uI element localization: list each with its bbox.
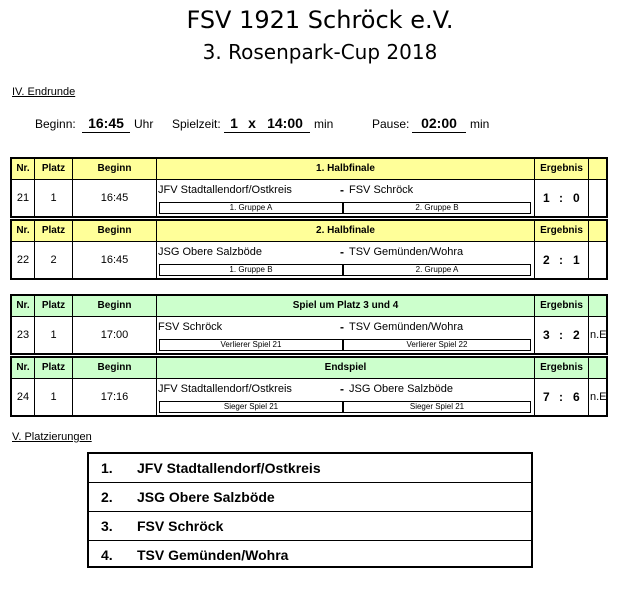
beginn-value: 16:45	[82, 115, 130, 133]
column-header-nr: Nr.	[12, 221, 35, 241]
placement-row	[89, 454, 531, 483]
team-a: FSV Schröck	[158, 321, 223, 333]
match-row	[12, 242, 606, 278]
match-block	[10, 157, 608, 218]
match-row	[12, 180, 606, 216]
column-header-nr: Nr.	[12, 159, 35, 179]
page-title: FSV 1921 Schröck e.V.	[186, 6, 454, 34]
match-title: 2. Halbfinale	[157, 221, 535, 241]
placement-team: JSG Obere Salzböde	[137, 489, 275, 505]
column-header-platz: Platz	[35, 358, 73, 378]
score-b: 6	[573, 390, 580, 404]
match-header	[12, 296, 606, 317]
placement-rank: 1.	[101, 460, 113, 476]
column-header-ergebnis: Ergebnis	[535, 296, 589, 316]
placement-row	[89, 541, 531, 569]
column-header-ergebnis: Ergebnis	[535, 221, 589, 241]
placements-section-title: V. Platzierungen	[12, 431, 92, 443]
team-a: JFV Stadtallendorf/Ostkreis	[158, 383, 292, 395]
source-a: Sieger Spiel 21	[159, 401, 343, 413]
placement-row	[89, 483, 531, 512]
source-b: 2. Gruppe B	[343, 202, 531, 214]
match-nr: 21	[12, 180, 35, 216]
penalty-note: n.E	[590, 391, 607, 403]
match-row	[12, 379, 606, 415]
score-colon: :	[559, 328, 563, 342]
match-nr: 24	[12, 379, 35, 415]
placements-table	[87, 452, 533, 568]
vs-dash: -	[340, 183, 344, 197]
spielzeit-times: x	[244, 115, 260, 133]
placement-rank: 3.	[101, 518, 113, 534]
team-b: TSV Gemünden/Wohra	[349, 321, 464, 333]
vs-dash: -	[340, 382, 344, 396]
match-header	[12, 159, 606, 180]
column-header-ergebnis: Ergebnis	[535, 159, 589, 179]
pause-label: Pause:	[372, 117, 410, 131]
header-spacer	[589, 159, 606, 179]
match-result	[535, 379, 589, 415]
spielzeit-label: Spielzeit:	[172, 117, 221, 131]
match-teams	[157, 242, 535, 278]
team-a: JFV Stadtallendorf/Ostkreis	[158, 184, 292, 196]
match-beginn: 17:00	[73, 317, 157, 353]
placement-team: JFV Stadtallendorf/Ostkreis	[137, 460, 321, 476]
source-b: Sieger Spiel 21	[343, 401, 531, 413]
column-header-beginn: Beginn	[73, 358, 157, 378]
spielzeit-unit: min	[314, 117, 334, 131]
pause-value: 02:00	[412, 115, 466, 133]
team-a: JSG Obere Salzböde	[158, 246, 262, 258]
header-spacer	[589, 221, 606, 241]
pause-unit: min	[470, 117, 490, 131]
source-a: 1. Gruppe A	[159, 202, 343, 214]
score-colon: :	[559, 191, 563, 205]
match-header	[12, 358, 606, 379]
match-block	[10, 219, 608, 280]
match-header	[12, 221, 606, 242]
score-a: 1	[543, 191, 550, 205]
penalty-note: n.E	[590, 329, 607, 341]
header-spacer	[589, 358, 606, 378]
column-header-beginn: Beginn	[73, 221, 157, 241]
match-block	[10, 356, 608, 417]
column-header-beginn: Beginn	[73, 296, 157, 316]
source-b: Verlierer Spiel 22	[343, 339, 531, 351]
page-subtitle: 3. Rosenpark-Cup 2018	[202, 40, 438, 64]
header-spacer	[589, 296, 606, 316]
source-a: Verlierer Spiel 21	[159, 339, 343, 351]
match-result	[535, 180, 589, 216]
match-platz: 1	[35, 180, 73, 216]
match-beginn: 16:45	[73, 180, 157, 216]
match-teams	[157, 379, 535, 415]
match-beginn: 16:45	[73, 242, 157, 278]
placement-rank: 2.	[101, 489, 113, 505]
score-a: 7	[543, 390, 550, 404]
source-b: 2. Gruppe A	[343, 264, 531, 276]
match-teams	[157, 180, 535, 216]
match-title: Endspiel	[157, 358, 535, 378]
source-a: 1. Gruppe B	[159, 264, 343, 276]
match-teams	[157, 317, 535, 353]
beginn-unit: Uhr	[134, 117, 154, 131]
vs-dash: -	[340, 245, 344, 259]
placement-team: FSV Schröck	[137, 518, 224, 534]
match-nr: 22	[12, 242, 35, 278]
match-beginn: 17:16	[73, 379, 157, 415]
match-title: Spiel um Platz 3 und 4	[157, 296, 535, 316]
score-colon: :	[559, 390, 563, 404]
match-nr: 23	[12, 317, 35, 353]
column-header-nr: Nr.	[12, 358, 35, 378]
placement-row	[89, 512, 531, 541]
column-header-platz: Platz	[35, 159, 73, 179]
match-result	[535, 242, 589, 278]
match-platz: 1	[35, 379, 73, 415]
match-platz: 2	[35, 242, 73, 278]
score-a: 3	[543, 328, 550, 342]
match-title: 1. Halbfinale	[157, 159, 535, 179]
placement-team: TSV Gemünden/Wohra	[137, 547, 289, 563]
score-colon: :	[559, 253, 563, 267]
match-result	[535, 317, 589, 353]
column-header-platz: Platz	[35, 221, 73, 241]
score-b: 0	[573, 191, 580, 205]
endrunde-section-title: IV. Endrunde	[12, 86, 76, 98]
beginn-label: Beginn:	[35, 117, 76, 131]
team-b: TSV Gemünden/Wohra	[349, 246, 464, 258]
column-header-nr: Nr.	[12, 296, 35, 316]
match-block	[10, 294, 608, 355]
team-b: JSG Obere Salzböde	[349, 383, 453, 395]
score-b: 2	[573, 328, 580, 342]
team-b: FSV Schröck	[349, 184, 414, 196]
match-platz: 1	[35, 317, 73, 353]
column-header-beginn: Beginn	[73, 159, 157, 179]
spielzeit-value: 14:00	[260, 115, 310, 133]
column-header-ergebnis: Ergebnis	[535, 358, 589, 378]
vs-dash: -	[340, 320, 344, 334]
spielzeit-count: 1	[224, 115, 244, 133]
score-b: 1	[573, 253, 580, 267]
match-row	[12, 317, 606, 353]
score-a: 2	[543, 253, 550, 267]
placement-rank: 4.	[101, 547, 113, 563]
column-header-platz: Platz	[35, 296, 73, 316]
